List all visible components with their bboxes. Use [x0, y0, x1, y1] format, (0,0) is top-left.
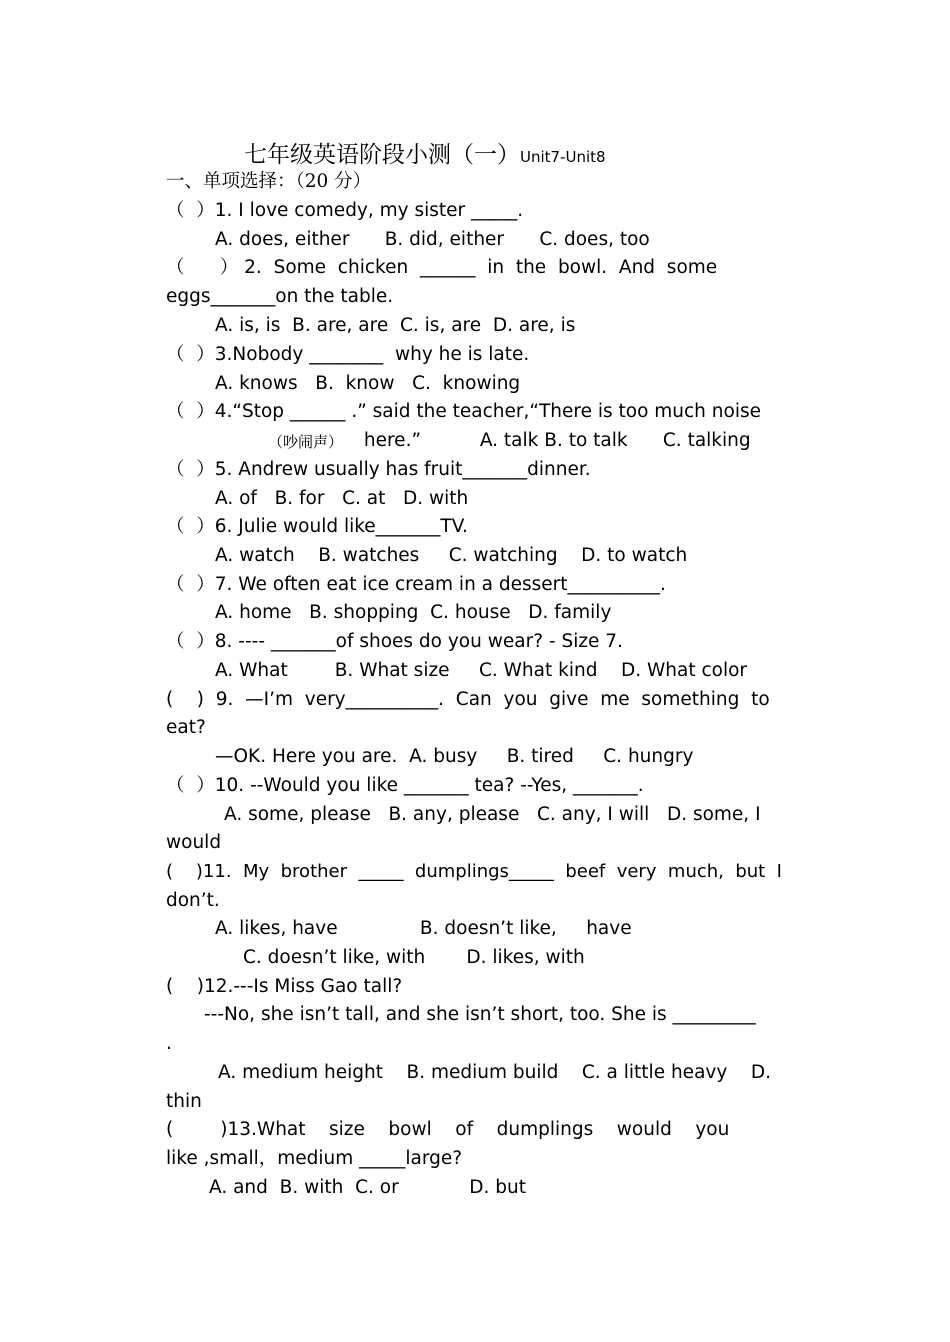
question-11-cont: don’t.	[166, 890, 220, 911]
question-9-cont: eat?	[166, 717, 206, 738]
question-13-options: A. and B. with C. or D. but	[209, 1177, 527, 1198]
question-12: ( )12.---Is Miss Gao tall?	[166, 976, 403, 997]
page-title	[244, 141, 606, 171]
question-10: （ ）10. --Would you like _______ tea? --Yes, _______.	[166, 775, 644, 796]
question-3-options: A. knows B. know C. knowing	[215, 373, 521, 394]
question-8: （ ）8. ---- _______of shoes do you wear? - Size 7.	[166, 631, 623, 652]
question-2-options: A. is, is B. are, are C. is, are D. are, is	[215, 315, 576, 336]
question-12-options-cont: thin	[166, 1091, 202, 1112]
section-heading: 一、单项选择：（20 分）	[166, 171, 372, 192]
question-5-options: A. of B. for C. at D. with	[215, 488, 469, 509]
question-5: （ ）5. Andrew usually has fruit_______dinner.	[166, 459, 591, 480]
question-13-cont: like ,small，medium _____large?	[166, 1148, 463, 1169]
question-2-cont: eggs_______on the table.	[166, 286, 394, 307]
question-10-options: A. some, please B. any, please C. any, I will D. some, I	[224, 804, 761, 825]
title-unit: Unit7-Unit8	[520, 148, 606, 166]
question-11: ( )11. My brother _____ dumplings_____ beef very much, but I	[166, 861, 782, 882]
question-13: ( )13.What size bowl of dumplings would you	[166, 1119, 730, 1140]
question-12-cont: ---No, she isn’t tall, and she isn’t short, too. She is _________	[204, 1004, 756, 1025]
question-2: （ ） 2. Some chicken ______ in the bowl. And some	[166, 257, 718, 278]
question-8-options: A. What B. What size C. What kind D. What color	[215, 660, 748, 681]
question-1: （ ）1. I love comedy, my sister _____.	[166, 200, 524, 221]
question-4: （ ）4.“Stop ______ .” said the teacher,“There is too much noise	[166, 401, 761, 422]
question-4-options: here.” A. talk B. to talk C. talking	[358, 430, 751, 451]
question-12-period: .	[166, 1033, 172, 1054]
question-11-options-2: C. doesn’t like, with D. likes, with	[243, 947, 585, 968]
question-1-options: A. does, either B. did, either C. does, too	[215, 229, 650, 250]
title-main: 七年级英语阶段小测（一）	[244, 142, 520, 168]
question-9: ( ) 9. —I’m very__________. Can you give me something to	[166, 689, 770, 710]
question-11-options-1: A. likes, have B. doesn’t like, have	[215, 918, 632, 939]
question-7-options: A. home B. shopping C. house D. family	[215, 602, 612, 623]
question-9-options: —OK. Here you are. A. busy B. tired C. hungry	[215, 746, 694, 767]
question-4-gloss: （吵闹声）	[268, 433, 344, 451]
question-6-options: A. watch B. watches C. watching D. to watch	[215, 545, 688, 566]
question-12-options: A. medium height B. medium build C. a little heavy D.	[218, 1062, 771, 1083]
question-6: （ ）6. Julie would like_______TV.	[166, 516, 468, 537]
question-7: （ ）7. We often eat ice cream in a dessert__________.	[166, 574, 666, 595]
question-10-cont: would	[166, 832, 222, 853]
question-3: （ ）3.Nobody ________ why he is late.	[166, 344, 530, 365]
